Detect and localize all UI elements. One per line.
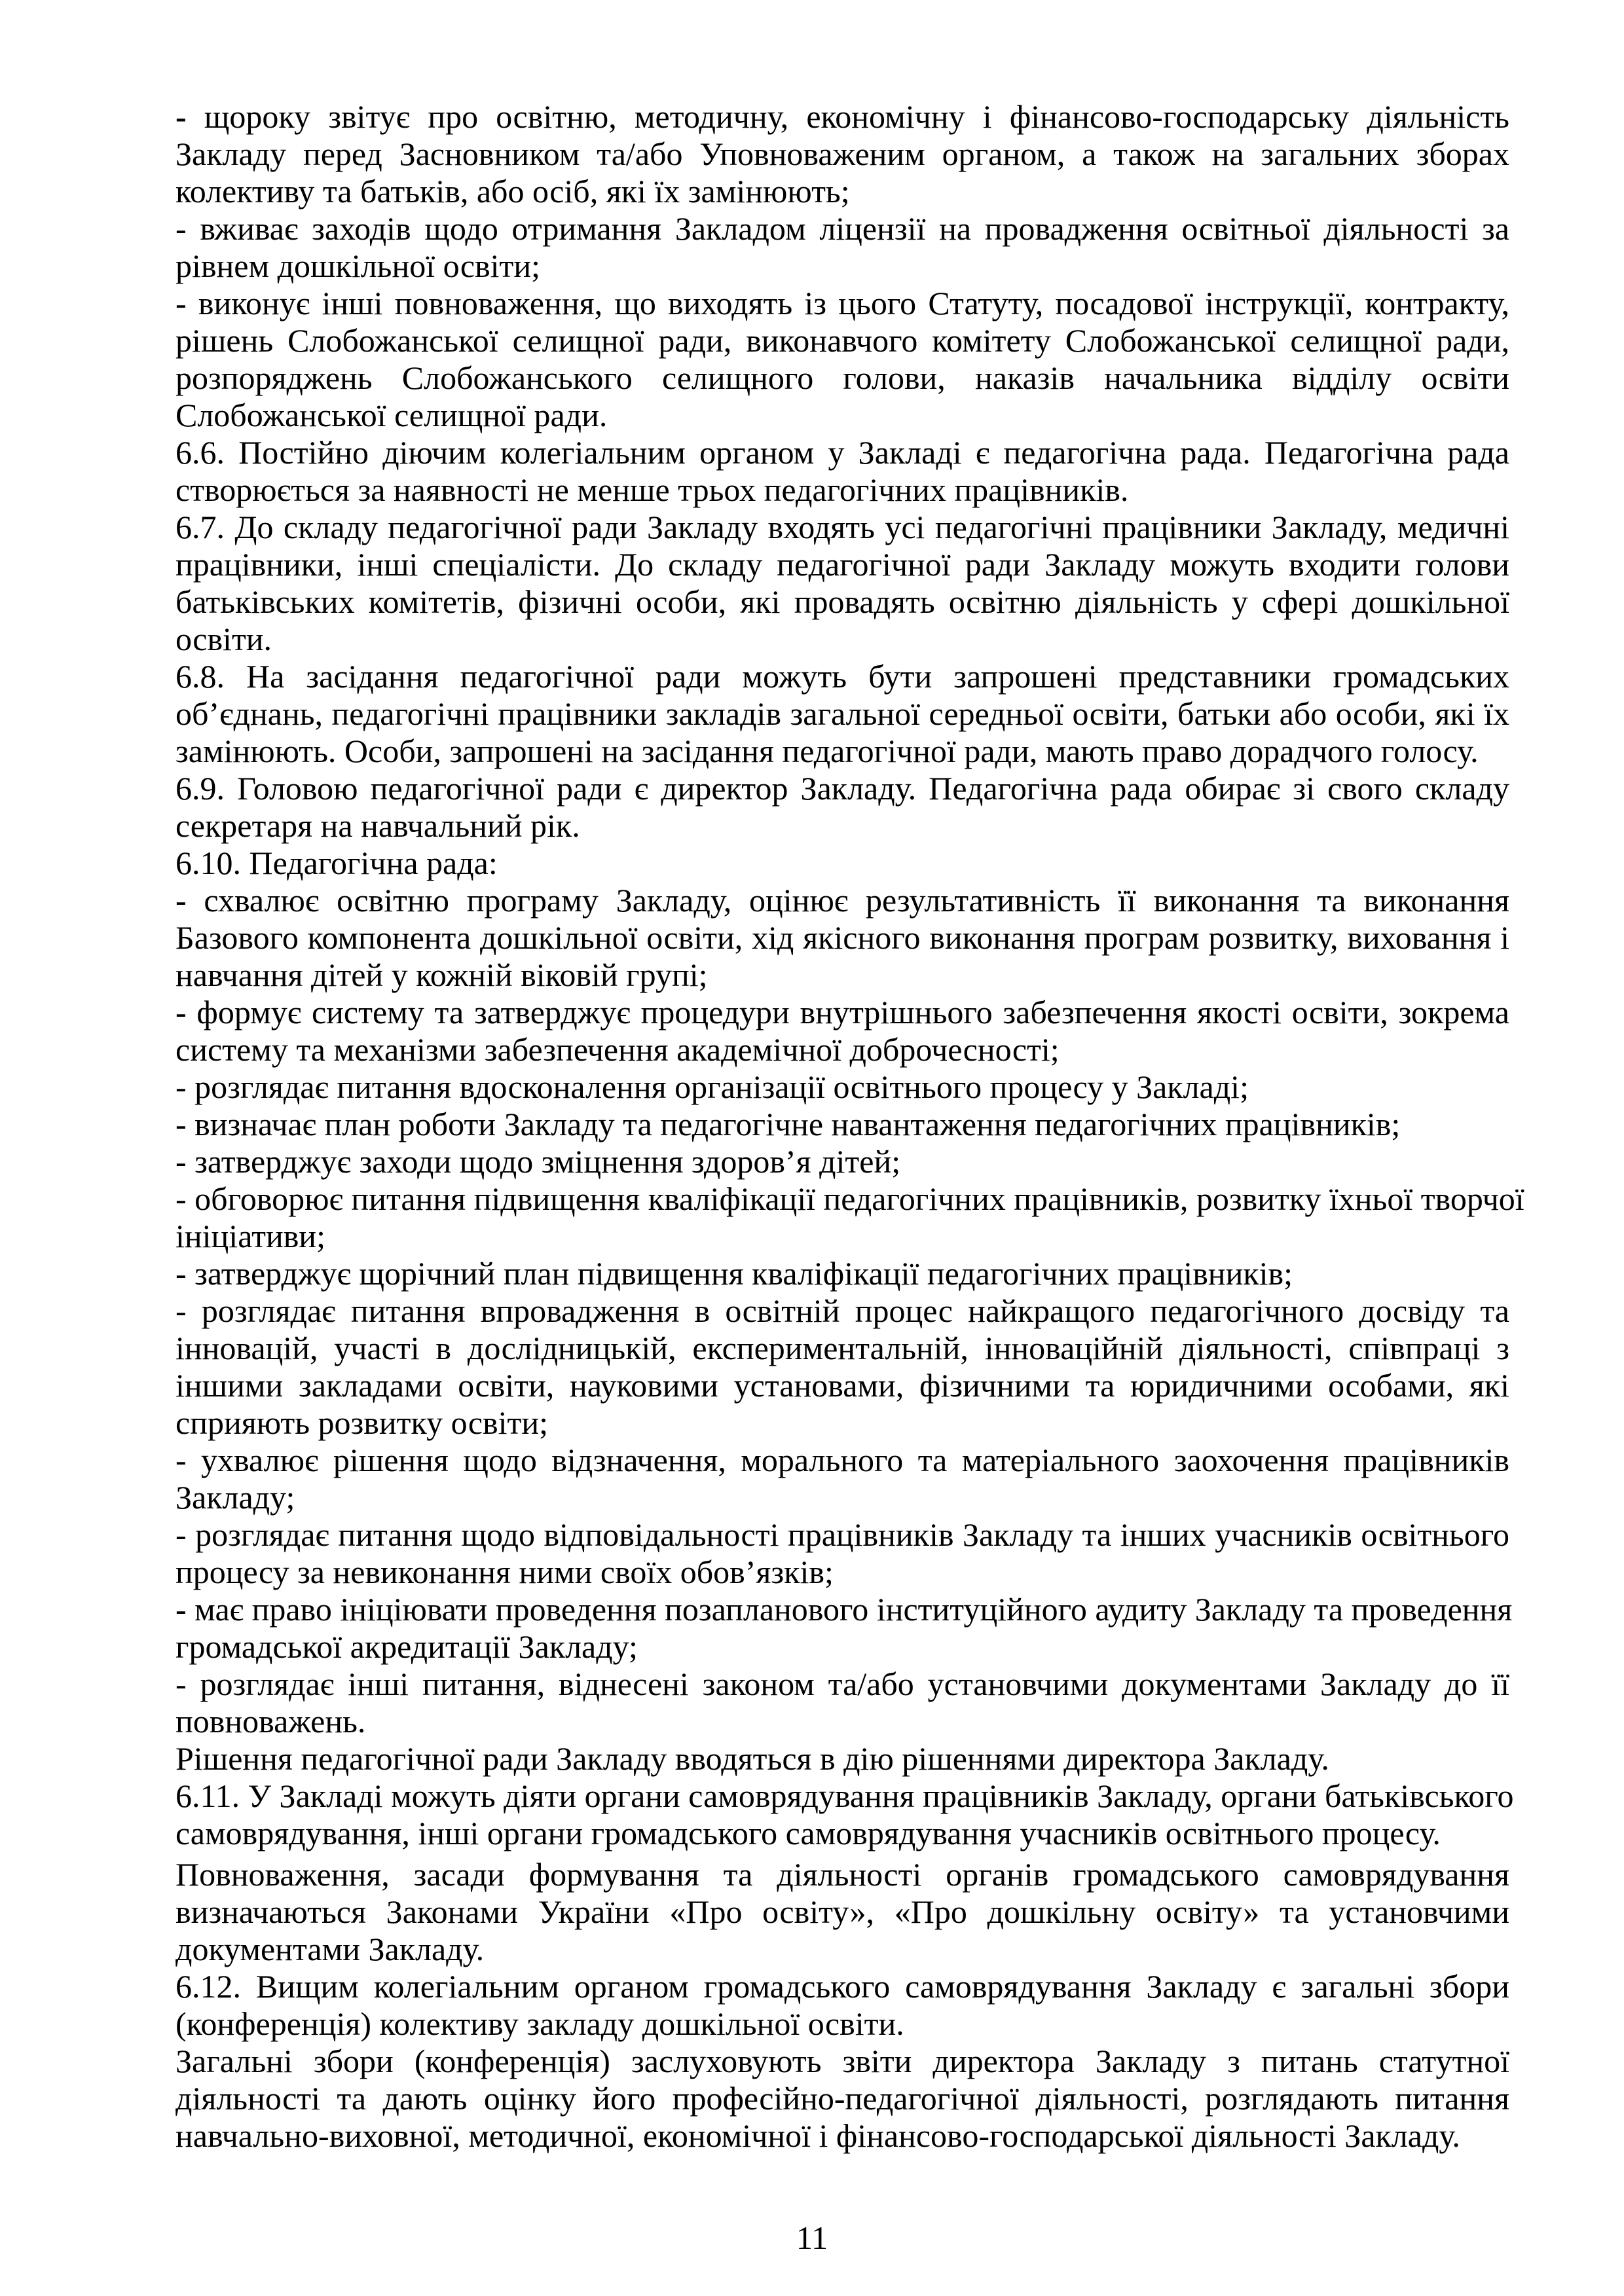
text-line: - виконує інші повноваження, що виходять із цього Статуту, посадової інструкції, контракту,	[175, 285, 1509, 321]
paragraph-license	[175, 210, 1509, 285]
text-line: Слобожанської селищної ради.	[175, 397, 608, 433]
paragraph-self-government-powers	[175, 1856, 1509, 1968]
text-line: Закладу;	[175, 1479, 295, 1516]
line-text: щороку звітує про освітню, методичну, економічну і фінансово-господарську діяльність	[186, 98, 1509, 135]
paragraph-6-10	[175, 845, 1509, 882]
text-line: - обговорює питання підвищення кваліфікації педагогічних працівників, розвитку їхньої творчої	[175, 1180, 1524, 1217]
text-line: освіти.	[175, 621, 272, 657]
text-line: об’єднань, педагогічні працівники закладів загальної середньої освіти, батьки або особи, які їх	[175, 695, 1509, 732]
text-line: Рішення педагогічної ради Закладу вводяться в дію рішеннями директора Закладу.	[175, 1740, 1329, 1777]
text-line: навчально-виховної, методичної, економічної і фінансово-господарської діяльності Закладу.	[175, 2117, 1460, 2154]
text-line: діяльності та дають оцінку його професійно-педагогічної діяльності, розглядають питання	[175, 2080, 1509, 2117]
text-line: колективу та батьків, або осіб, які їх замінюють;	[175, 173, 850, 210]
text-line: - затверджує заходи щодо зміцнення здоров’я дітей;	[175, 1143, 901, 1180]
paragraph-improve-process	[175, 1068, 1509, 1106]
paragraph-other-issues	[175, 1666, 1509, 1740]
text-line: - схвалює освітню програму Закладу, оцінює результативність її виконання та виконання	[175, 882, 1509, 919]
text-line: рішень Слобожанської селищної ради, виконавчого комітету Слобожанської селищної ради,	[175, 322, 1509, 359]
paragraph-innovation	[175, 1292, 1509, 1442]
text-line: - має право ініціювати проведення позапланового інституційного аудиту Закладу та проведення	[175, 1591, 1513, 1628]
text-line: інновацій, участі в дослідницькій, експериментальній, інноваційній діяльності, співпраці з	[175, 1330, 1509, 1366]
paragraph-approve-program	[175, 882, 1509, 994]
paragraph-work-plan	[175, 1106, 1509, 1143]
text-line: процесу за невиконання ними своїх обов’язків;	[175, 1554, 834, 1590]
text-line: сприяють розвитку освіти;	[175, 1404, 549, 1441]
text-line: - вживає заходів щодо отримання Закладом ліцензії на провадження освітньої діяльності за	[175, 210, 1509, 247]
document-body	[175, 98, 1524, 2155]
text-line: документами Закладу.	[175, 1931, 485, 1967]
paragraph-report	[175, 98, 1509, 210]
paragraph-qualification-plan	[175, 1255, 1509, 1292]
text-line: створюється за наявності не менше трьох педагогічних працівників.	[175, 471, 1129, 508]
text-line: Закладу перед Засновником та/або Уповноваженим органом, а також на загальних зборах	[175, 136, 1509, 172]
text-line: працівники, інші спеціалісти. До складу педагогічної ради Закладу можуть входити голови	[175, 546, 1509, 583]
paragraph-audit	[175, 1591, 1513, 1666]
text-line: батьківських комітетів, фізичні особи, які провадять освітню діяльність у сфері дошкільної	[175, 583, 1509, 620]
paragraph-6-11	[175, 1777, 1514, 1852]
paragraph-6-12	[175, 1968, 1509, 2043]
text-line: - розглядає питання вдосконалення організації освітнього процесу у Закладі;	[175, 1068, 1249, 1105]
text-line: визначаються Законами України «Про освіту», «Про дошкільну освіту» та установчими	[175, 1893, 1509, 1930]
text-line: - розглядає питання щодо відповідальності працівників Закладу та інших учасників освітнього	[175, 1516, 1509, 1553]
text-line: (конференція) колективу закладу дошкільної освіти.	[175, 2005, 904, 2042]
text-line	[175, 98, 1509, 136]
text-line: самоврядування, інші органи громадського самоврядування учасників освітнього процесу.	[175, 1815, 1441, 1851]
text-line: ініціативи;	[175, 1218, 325, 1254]
paragraph-health	[175, 1143, 1509, 1180]
text-line: 6.11. У Закладі можуть діяти органи самоврядування працівників Закладу, органи батьківського	[175, 1777, 1514, 1814]
page-number: 11	[796, 2219, 828, 2256]
paragraph-quality-system	[175, 994, 1509, 1068]
text-line: - визначає план роботи Закладу та педагогічне навантаження педагогічних працівників;	[175, 1106, 1401, 1142]
paragraph-decisions	[175, 1740, 1509, 1777]
text-line: 6.9. Головою педагогічної ради є директор Закладу. Педагогічна рада обирає зі свого складу	[175, 770, 1509, 807]
paragraph-6-6	[175, 434, 1509, 509]
text-line: - затверджує щорічний план підвищення кваліфікації педагогічних працівників;	[175, 1255, 1293, 1292]
text-line: 6.8. На засідання педагогічної ради можуть бути запрошені представники громадських	[175, 658, 1509, 695]
text-line: іншими закладами освіти, науковими установами, фізичними та юридичними особами, які	[175, 1367, 1509, 1404]
text-line: повноважень.	[175, 1703, 366, 1740]
bullet-dash: -	[175, 98, 187, 135]
text-line: 6.12. Вищим колегіальним органом громадського самоврядування Закладу є загальні збори	[175, 1968, 1509, 2005]
paragraph-6-7	[175, 509, 1509, 658]
text-line: 6.7. До складу педагогічної ради Закладу входять усі педагогічні працівники Закладу, медичні	[175, 509, 1509, 545]
text-line: - ухвалює рішення щодо відзначення, морального та матеріального заохочення працівників	[175, 1442, 1509, 1478]
text-line: громадської акредитації Закладу;	[175, 1628, 638, 1665]
paragraph-reward	[175, 1442, 1509, 1516]
text-line: систему та механізми забезпечення академічної доброчесності;	[175, 1031, 1060, 1068]
text-line: - розглядає питання впровадження в освітній процес найкращого педагогічного досвіду та	[175, 1292, 1509, 1329]
paragraph-general-meeting	[175, 2043, 1509, 2155]
paragraph-qualification-discuss	[175, 1180, 1524, 1255]
text-line: рівнем дошкільної освіти;	[175, 247, 541, 284]
text-line: Повноваження, засади формування та діяльності органів громадського самоврядування	[175, 1856, 1509, 1893]
text-line: 6.6. Постійно діючим колегіальним органом у Закладі є педагогічна рада. Педагогічна рада	[175, 434, 1509, 471]
paragraph-6-9	[175, 770, 1509, 845]
paragraph-responsibility	[175, 1516, 1509, 1591]
text-line: - формує систему та затверджує процедури внутрішнього забезпечення якості освіти, зокрема	[175, 994, 1509, 1030]
text-line: розпоряджень Слобожанського селищного голови, наказів начальника відділу освіти	[175, 359, 1509, 396]
text-line: Базового компонента дошкільної освіти, хід якісного виконання програм розвитку, виховання і	[175, 919, 1509, 956]
text-line: 6.10. Педагогічна рада:	[175, 845, 498, 881]
text-line: навчання дітей у кожній віковій групі;	[175, 957, 708, 993]
text-line: замінюють. Особи, запрошені на засідання педагогічної ради, мають право дорадчого голосу.	[175, 733, 1479, 769]
text-line: секретаря на навчальний рік.	[175, 807, 580, 844]
paragraph-6-8	[175, 658, 1509, 770]
text-line: - розглядає інші питання, віднесені законом та/або установчими документами Закладу до її	[175, 1666, 1509, 1702]
paragraph-other-powers	[175, 285, 1509, 434]
text-line: Загальні збори (конференція) заслуховують звіти директора Закладу з питань статутної	[175, 2043, 1509, 2079]
